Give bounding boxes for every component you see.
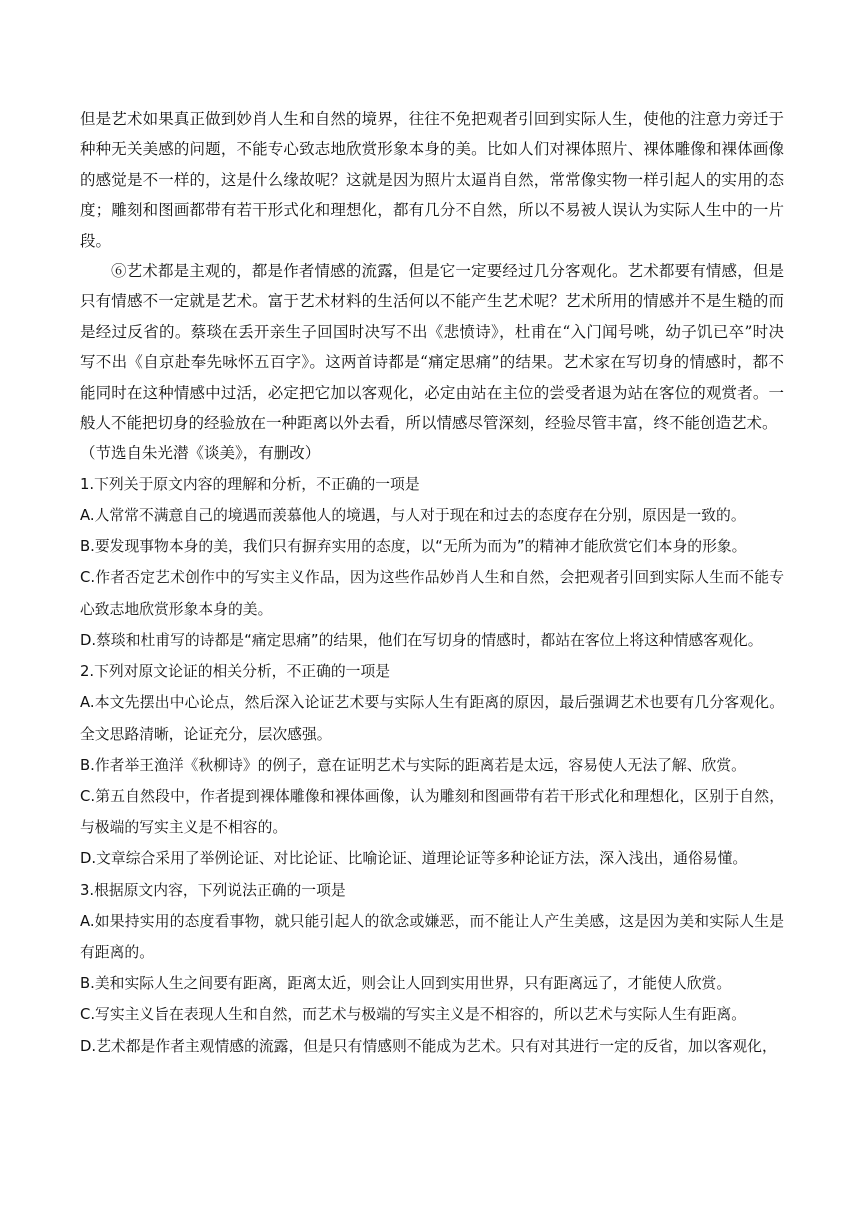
question-1 <box>80 469 784 656</box>
passage-paragraph: ⑥艺术都是主观的，都是作者情感的流露，但是它一定要经过几分客观化。艺术都要有情感，但是只有情感不一定就是艺术。富于艺术材料的生活何以不能产生艺术呢？艺术所用的情感并不是生糙的而是经过反省的。蔡琰在丢开亲生子回国时决写不出《悲愤诗》，杜甫在“入门闻号咷，幼子饥已卒”时决写不出《自京赴奉先咏怀五百字》。这两首诗都是“痛定思痛”的结果。艺术家在写切身的情感时，都不能同时在这种情感中过活，必定把它加以客观化，必定由站在主位的尝受者退为站在客位的观赏者。一般人不能把切身的经验放在一种距离以外去看，所以情感尽管深刻，经验尽管丰富，终不能创造艺术。 <box>80 262 784 433</box>
option-c: C.作者否定艺术创作中的写实主义作品，因为这些作品妙肖人生和自然，会把观者引回到实际人生而不能专心致志地欣赏形象本身的美。 <box>80 569 784 618</box>
option-d: D.文章综合采用了举例论证、对比论证、比喻论证、道理论证等多种论证方法，深入浅出，通俗易懂。 <box>80 850 748 868</box>
option-d: D.艺术都是作者主观情感的流露，但是只有情感则不能成为艺术。只有对其进行一定的反省，加以客观化， <box>80 1037 777 1055</box>
option-b: B.美和实际人生之间要有距离，距离太近，则会让人回到实用世界，只有距离远了，才能使人欣赏。 <box>80 975 732 993</box>
option-a: A.人常常不满意自己的境遇而羡慕他人的境遇，与人对于现在和过去的态度存在分别，原因是一致的。 <box>80 507 746 525</box>
option-c: C.写实主义旨在表现人生和自然，而艺术与极端的写实主义是不相容的，所以艺术与实际人生有距离。 <box>80 1006 747 1024</box>
question-3 <box>80 875 784 1062</box>
question-stem: 2.下列对原文论证的相关分析，不正确的一项是 <box>80 663 391 681</box>
option-a: A.本文先摆出中心论点，然后深入论证艺术要与实际人生有距离的原因，最后强调艺术也要有几分客观化。全文思路清晰，论证充分，层次感强。 <box>80 694 784 743</box>
passage-paragraph: 但是艺术如果真正做到妙肖人生和自然的境界，往往不免把观者引回到实际人生，使他的注意力旁迁于种种无关美感的问题，不能专心致志地欣赏形象本身的美。比如人们对裸体照片、裸体雕像和裸体画像的感觉是不一样的，这是什么缘故呢？这就是因为照片太逼肖自然，常常像实物一样引起人的实用的态度；雕刻和图画都带有若干形式化和理想化，都有几分不自然，所以不易被人误认为实际人生中的一片段。 <box>80 110 784 250</box>
question-stem: 3.根据原文内容，下列说法正确的一项是 <box>80 881 346 899</box>
option-c: C.第五自然段中，作者提到裸体雕像和裸体画像，认为雕刻和图画带有若干形式化和理想化，区别于自然，与极端的写实主义是不相容的。 <box>80 787 784 837</box>
question-2 <box>80 656 784 874</box>
option-b: B.作者举王渔洋《秋柳诗》的例子，意在证明艺术与实际的距离若是太远，容易使人无法了解、欣赏。 <box>80 756 746 774</box>
option-a: A.如果持实用的态度看事物，就只能引起人的欲念或嫌恶，而不能让人产生美感，这是因为美和实际人生是有距离的。 <box>80 912 784 961</box>
document-page <box>80 104 784 1062</box>
option-d: D.蔡琰和杜甫写的诗都是“痛定思痛”的结果，他们在写切身的情感时，都站在客位上将这种情感客观化。 <box>80 631 763 649</box>
question-stem: 1.下列关于原文内容的理解和分析，不正确的一项是 <box>80 475 420 493</box>
source-citation: （节选自朱光潜《谈美》，有删改） <box>80 444 321 463</box>
option-b: B.要发现事物本身的美，我们只有摒弃实用的态度，以“无所为而为”的精神才能欣赏它们本身的形象。 <box>80 538 747 556</box>
reading-passage <box>80 104 784 469</box>
